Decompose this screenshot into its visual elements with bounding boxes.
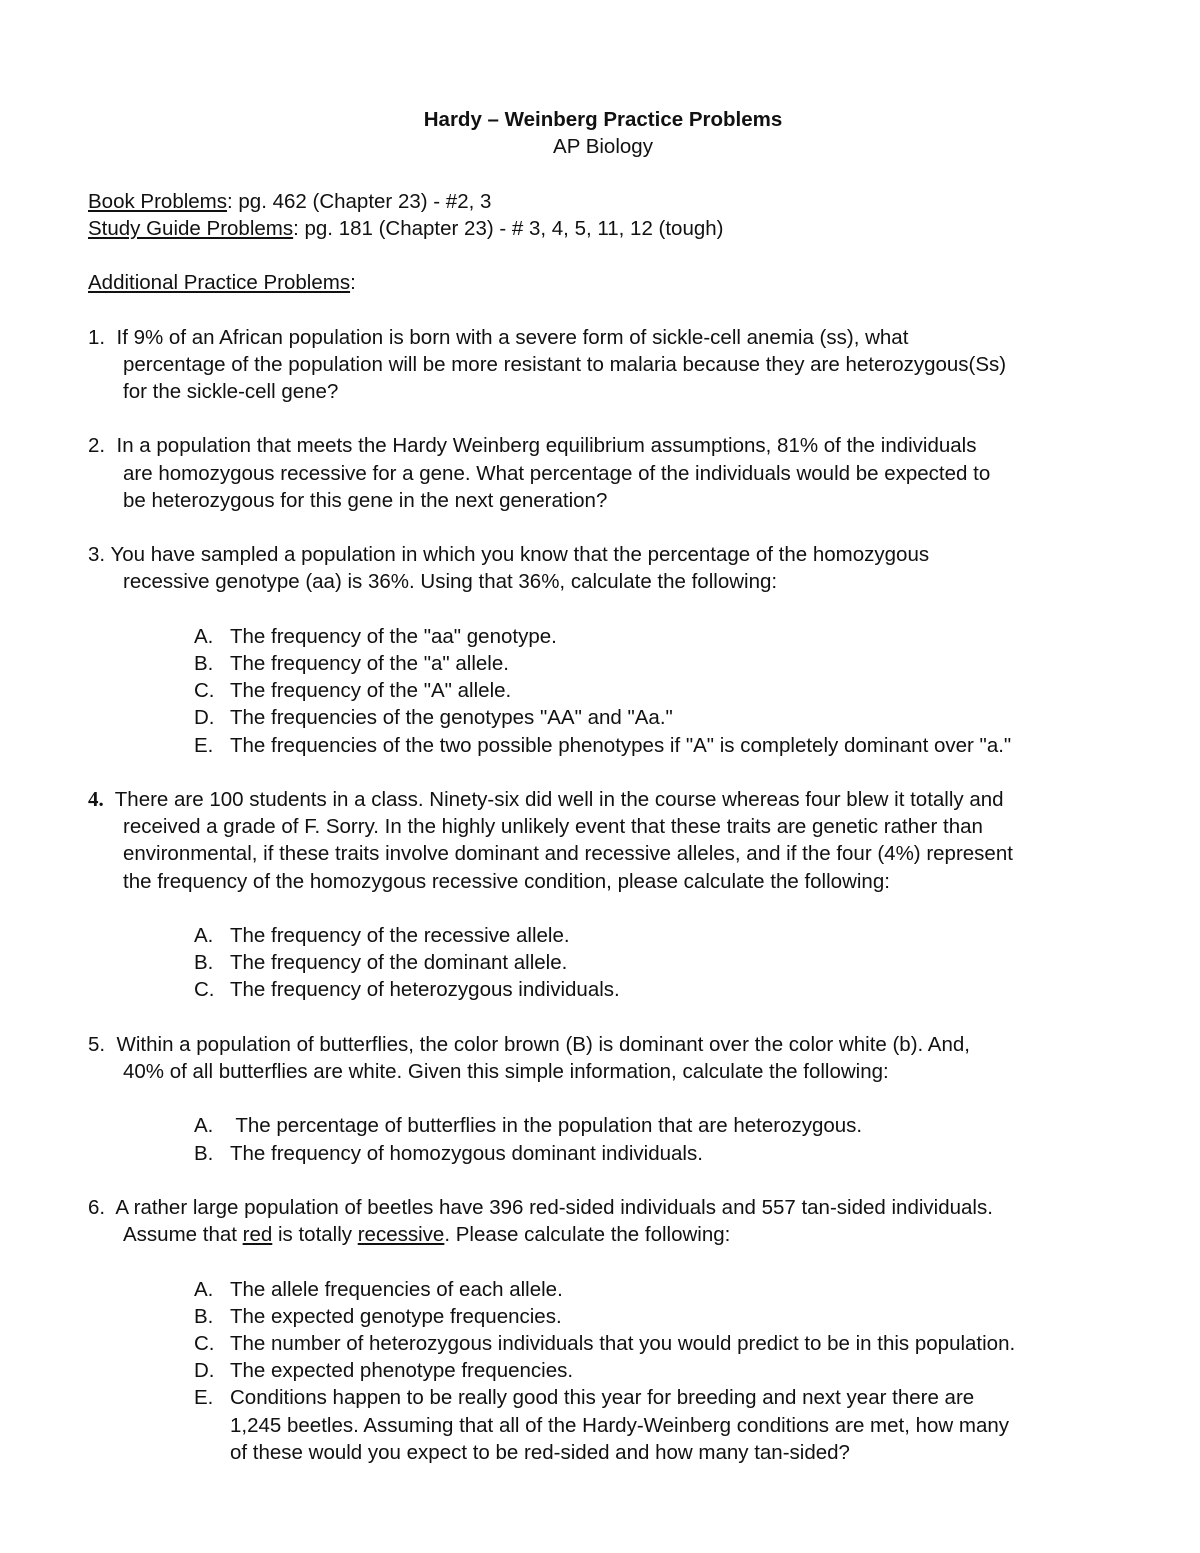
problem-3-number: 3.	[88, 543, 106, 567]
text: is totally	[272, 1223, 358, 1247]
item-letter: D.	[194, 1359, 215, 1383]
recessive-underlined: recessive	[357, 1223, 445, 1247]
problem-1-line-1	[88, 324, 1158, 351]
additional-label: Additional Practice Problems	[88, 271, 351, 295]
text: Assume that	[123, 1223, 243, 1247]
problem-4-number: 4.	[88, 786, 104, 811]
book-problems-text: : pg. 462 (Chapter 23) - #2, 3	[227, 189, 492, 213]
spacer	[88, 759, 1158, 786]
problem-4-text: There are 100 students in a class. Ninety-six did well in the course whereas four blew it totally and	[114, 787, 1004, 811]
book-problems-label: Book Problems	[88, 189, 228, 213]
problem-4-item-a	[88, 922, 1158, 949]
problem-3-text: You have sampled a population in which you know that the percentage of the homozygous	[110, 543, 930, 567]
problem-2-number: 2.	[88, 434, 106, 458]
problem-5-item-a	[88, 1112, 1158, 1139]
problem-6-line-2	[88, 1221, 1158, 1248]
spacer	[88, 514, 1158, 541]
item-letter: E.	[194, 733, 214, 757]
additional-colon: :	[350, 271, 356, 295]
item-letter: B.	[194, 951, 214, 975]
problem-2-line-3: be heterozygous for this gene in the next generation?	[123, 488, 608, 512]
problem-3-item-d	[88, 704, 1158, 731]
red-underlined: red	[242, 1223, 273, 1247]
problem-6-text: A rather large population of beetles have 396 red-sided individuals and 557 tan-sided individuals.	[115, 1195, 993, 1219]
item-letter: A.	[194, 1277, 214, 1301]
item-letter: A.	[194, 624, 214, 648]
problem-6-line-1	[88, 1194, 1158, 1221]
problem-1-number: 1.	[88, 325, 106, 349]
spacer	[88, 296, 1158, 323]
item-text: The frequency of the "a" allele.	[230, 651, 509, 675]
problem-2-line-2: are homozygous recessive for a gene. What percentage of the individuals would be expected to	[123, 461, 991, 485]
problem-6-item-e-line-3: of these would you expect to be red-sided and how many tan-sided?	[230, 1440, 850, 1464]
problem-3-item-c	[88, 677, 1158, 704]
problem-6-item-c	[88, 1330, 1158, 1357]
book-problems-line	[88, 188, 1158, 215]
item-letter: B.	[194, 1304, 214, 1328]
item-text: Conditions happen to be really good this year for breeding and next year there are	[230, 1386, 975, 1410]
problem-4-line-3: environmental, if these traits involve dominant and recessive alleles, and if the four (4%) represent	[123, 842, 1013, 866]
problem-3-line-2: recessive genotype (aa) is 36%. Using that 36%, calculate the following:	[123, 570, 778, 594]
text: . Please calculate the following:	[444, 1223, 731, 1247]
problem-3-line-1	[88, 541, 1158, 568]
problem-4-line-1	[88, 786, 1158, 813]
problem-6-item-e-line-2: 1,245 beetles. Assuming that all of the Hardy-Weinberg conditions are met, how many	[230, 1413, 1010, 1437]
item-text: The frequency of heterozygous individuals.	[230, 978, 620, 1002]
problem-6-item-d	[88, 1357, 1158, 1384]
item-text: The percentage of butterflies in the population that are heterozygous.	[230, 1114, 863, 1138]
item-letter: B.	[194, 1141, 214, 1165]
problem-4-item-b	[88, 949, 1158, 976]
spacer	[88, 405, 1158, 432]
problem-6-item-b	[88, 1303, 1158, 1330]
problem-5-line-1	[88, 1031, 1158, 1058]
item-text: The allele frequencies of each allele.	[230, 1277, 563, 1301]
study-guide-line	[88, 215, 1158, 242]
spacer	[88, 895, 1158, 922]
item-text: The frequency of homozygous dominant individuals.	[230, 1141, 703, 1165]
item-letter: A.	[194, 923, 214, 947]
item-text: The expected phenotype frequencies.	[230, 1359, 574, 1383]
problem-6-number: 6.	[88, 1195, 106, 1219]
item-text: The frequency of the dominant allele.	[230, 951, 568, 975]
item-text: The frequencies of the two possible phenotypes if "A" is completely dominant over "a."	[230, 733, 1012, 757]
worksheet-page	[88, 106, 1158, 1466]
spacer	[88, 242, 1158, 269]
problem-6-item-a	[88, 1276, 1158, 1303]
problem-1-line-2: percentage of the population will be more resistant to malaria because they are heterozygous(Ss)	[123, 352, 1007, 376]
item-letter: A.	[194, 1114, 214, 1138]
problem-1-text: If 9% of an African population is born with a severe form of sickle-cell anemia (ss), what	[116, 325, 909, 349]
item-text: The number of heterozygous individuals that you would predict to be in this population.	[230, 1331, 1016, 1355]
spacer	[88, 1248, 1158, 1275]
problem-4-item-c	[88, 976, 1158, 1003]
item-text: The expected genotype frequencies.	[230, 1304, 562, 1328]
item-letter: D.	[194, 706, 215, 730]
spacer	[88, 1004, 1158, 1031]
problem-1-line-3: for the sickle-cell gene?	[123, 379, 339, 403]
item-letter: C.	[194, 978, 215, 1002]
problem-5-line-2: 40% of all butterflies are white. Given this simple information, calculate the following:	[123, 1059, 889, 1083]
problem-4-line-2: received a grade of F. Sorry. In the highly unlikely event that these traits are genetic rather than	[123, 815, 983, 839]
item-text: The frequency of the recessive allele.	[230, 923, 570, 947]
page-subtitle: AP Biology	[553, 135, 653, 159]
problem-4-line-4: the frequency of the homozygous recessive condition, please calculate the following:	[123, 869, 890, 893]
study-guide-text: : pg. 181 (Chapter 23) - # 3, 4, 5, 11, 12 (tough)	[293, 216, 724, 240]
problem-3-item-b	[88, 650, 1158, 677]
item-text: The frequencies of the genotypes "AA" and "Aa."	[230, 706, 673, 730]
problem-3-item-e	[88, 732, 1158, 759]
item-letter: E.	[194, 1386, 214, 1410]
problem-5-number: 5.	[88, 1032, 106, 1056]
page-title: Hardy – Weinberg Practice Problems	[423, 108, 783, 131]
problem-2-text: In a population that meets the Hardy Weinberg equilibrium assumptions, 81% of the individuals	[116, 434, 977, 458]
spacer	[88, 160, 1158, 187]
item-letter: C.	[194, 1331, 215, 1355]
item-letter: B.	[194, 651, 214, 675]
item-text: The frequency of the "A" allele.	[230, 679, 512, 703]
problem-5-text: Within a population of butterflies, the color brown (B) is dominant over the color white (b). And,	[116, 1032, 970, 1056]
spacer	[88, 596, 1158, 623]
spacer	[88, 1085, 1158, 1112]
item-letter: C.	[194, 679, 215, 703]
spacer	[88, 1167, 1158, 1194]
additional-heading	[88, 269, 1158, 296]
problem-6-item-e	[88, 1384, 1158, 1411]
study-guide-label: Study Guide Problems	[88, 216, 294, 240]
problem-2-line-1	[88, 432, 1158, 459]
problem-5-item-b	[88, 1140, 1158, 1167]
item-text: The frequency of the "aa" genotype.	[230, 624, 557, 648]
problem-3-item-a	[88, 623, 1158, 650]
